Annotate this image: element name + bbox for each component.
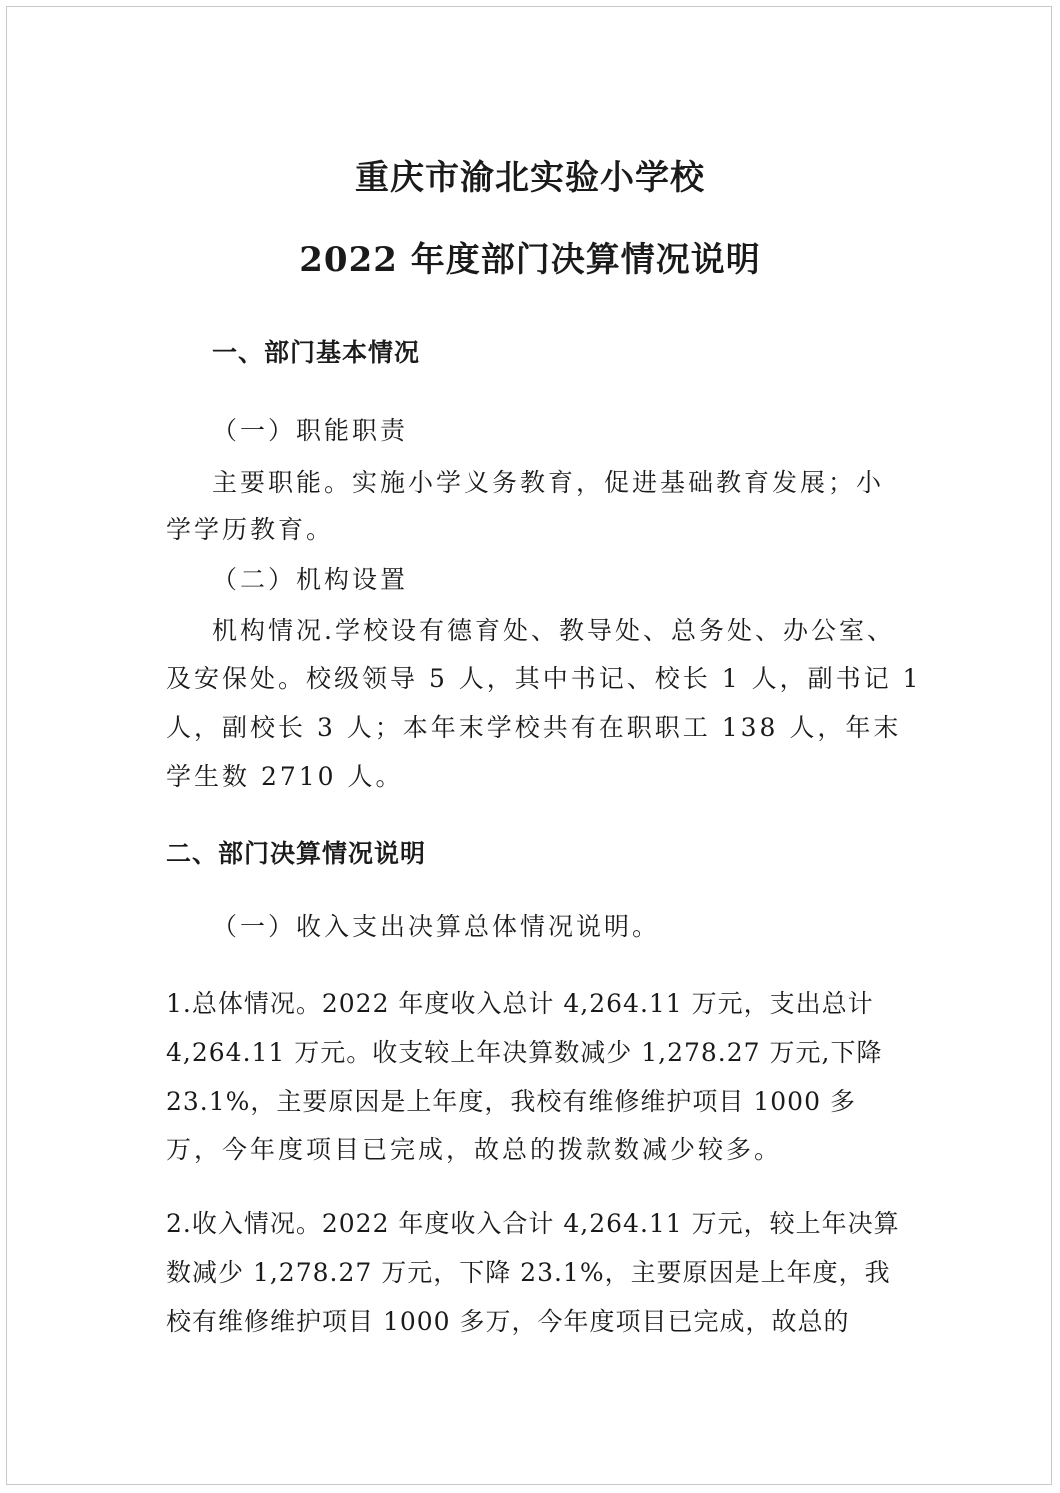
section1-sub2-line: 及安保处。校级领导 5 人，其中书记、校长 1 人，副书记 1 xyxy=(166,664,922,693)
section2-para1-line: 万，今年度项目已完成，故总的拨款数减少较多。 xyxy=(166,1135,783,1164)
section1-sub1-line: 主要职能。实施小学义务教育，促进基础教育发展；小 xyxy=(212,468,885,497)
section1-sub2-line: 学生数 2710 人。 xyxy=(166,762,404,791)
section1-heading: 一、部门基本情况 xyxy=(212,338,421,367)
section2-heading: 二、部门决算情况说明 xyxy=(166,839,427,868)
document-title-line1: 重庆市渝北实验小学校 xyxy=(355,158,705,198)
section2-para2-line: 数减少 1,278.27 万元，下降 23.1%，主要原因是上年度，我 xyxy=(166,1258,891,1287)
section1-sub2-heading: （二）机构设置 xyxy=(212,565,409,594)
section1-sub2-line: 人，副校长 3 人；本年末学校共有在职职工 138 人，年末 xyxy=(166,713,902,742)
section2-para1-line: 4,264.11 万元。收支较上年决算数减少 1,278.27 万元,下降 xyxy=(166,1038,883,1067)
section1-sub1-line: 学学历教育。 xyxy=(166,515,335,544)
section2-sub1-heading: （一）收入支出决算总体情况说明。 xyxy=(212,912,661,941)
document-title-line2: 2022 年度部门决算情况说明 xyxy=(299,240,761,280)
section2-para2-line: 校有维修维护项目 1000 多万，今年度项目已完成，故总的 xyxy=(166,1307,850,1336)
section2-para1-line: 23.1%，主要原因是上年度，我校有维修维护项目 1000 多 xyxy=(166,1087,856,1116)
section2-para1-line: 1.总体情况。2022 年度收入总计 4,264.11 万元，支出总计 xyxy=(166,989,874,1018)
section2-para2-line: 2.收入情况。2022 年度收入合计 4,264.11 万元，较上年决算 xyxy=(166,1209,900,1238)
section1-sub1-heading: （一）职能职责 xyxy=(212,416,409,445)
section1-sub2-line: 机构情况.学校设有德育处、教导处、总务处、办公室、 xyxy=(212,616,895,645)
